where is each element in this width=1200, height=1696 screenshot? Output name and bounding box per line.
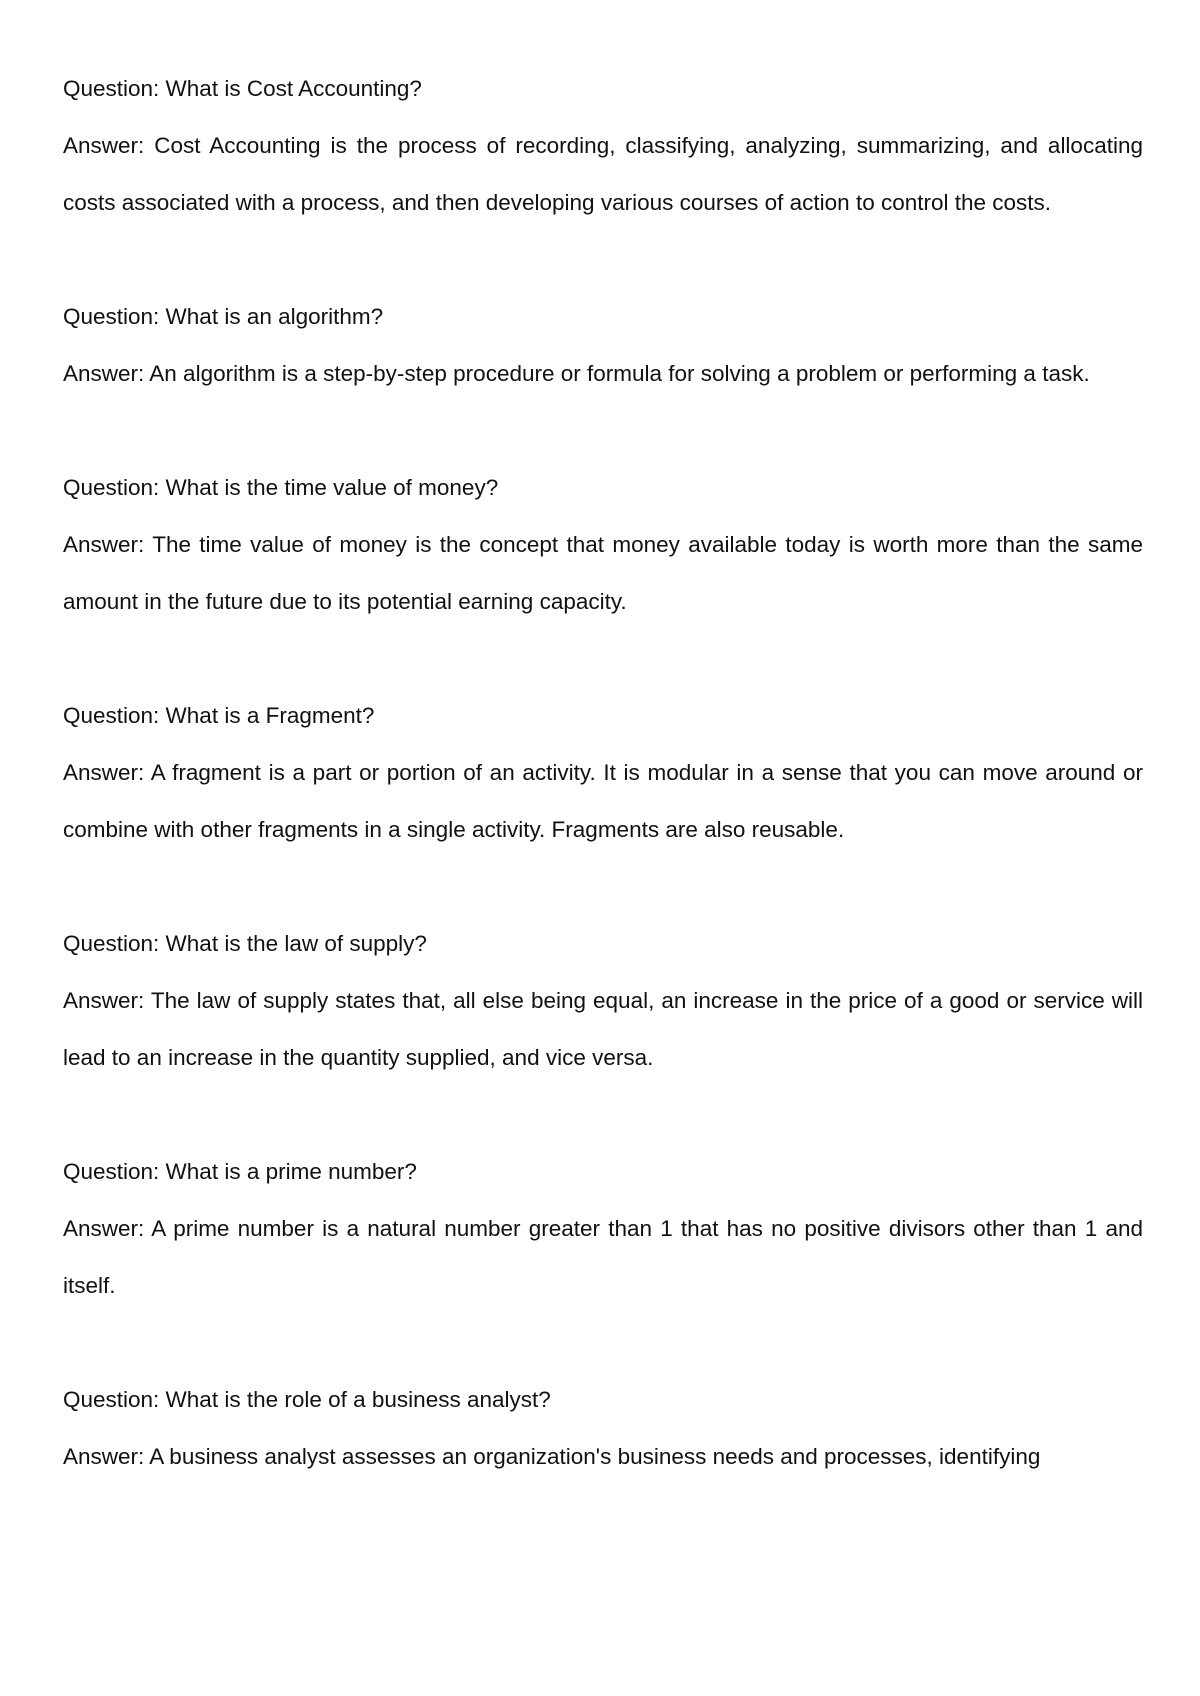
question-text: Question: What is Cost Accounting?	[63, 76, 422, 101]
answer-text: Answer: The law of supply states that, all else being equal, an increase in the price of a good or service will lead to an increase in the quantity supplied, and vice versa.	[63, 988, 1143, 1070]
question-text: Question: What is the time value of money?	[63, 475, 499, 500]
qa-item-law-of-supply	[63, 915, 1143, 1086]
qa-item-time-value-of-money	[63, 459, 1143, 630]
answer-text: Answer: Cost Accounting is the process of recording, classifying, analyzing, summarizing, and allocating costs associated with a process, and then developing various courses of action to control the costs.	[63, 133, 1143, 215]
question-text: Question: What is a Fragment?	[63, 703, 375, 728]
qa-item-business-analyst	[63, 1371, 1143, 1485]
answer-text: Answer: An algorithm is a step-by-step procedure or formula for solving a problem or performing a task.	[63, 361, 1090, 386]
answer-text: Answer: A business analyst assesses an organization's business needs and processes, identifying	[63, 1444, 1041, 1469]
question-text: Question: What is the law of supply?	[63, 931, 427, 956]
qa-item-algorithm	[63, 288, 1143, 402]
qa-item-prime-number	[63, 1143, 1143, 1314]
question-text: Question: What is an algorithm?	[63, 304, 384, 329]
qa-list	[63, 60, 1143, 1542]
answer-text: Answer: The time value of money is the concept that money available today is worth more than the same amount in the future due to its potential earning capacity.	[63, 532, 1143, 614]
question-text: Question: What is the role of a business analyst?	[63, 1387, 551, 1412]
answer-text: Answer: A prime number is a natural number greater than 1 that has no positive divisors other than 1 and itself.	[63, 1216, 1143, 1298]
question-text: Question: What is a prime number?	[63, 1159, 417, 1184]
answer-text: Answer: A fragment is a part or portion of an activity. It is modular in a sense that you can move around or combine with other fragments in a single activity. Fragments are also reusable.	[63, 760, 1143, 842]
qa-item-cost-accounting	[63, 60, 1143, 231]
qa-item-fragment	[63, 687, 1143, 858]
